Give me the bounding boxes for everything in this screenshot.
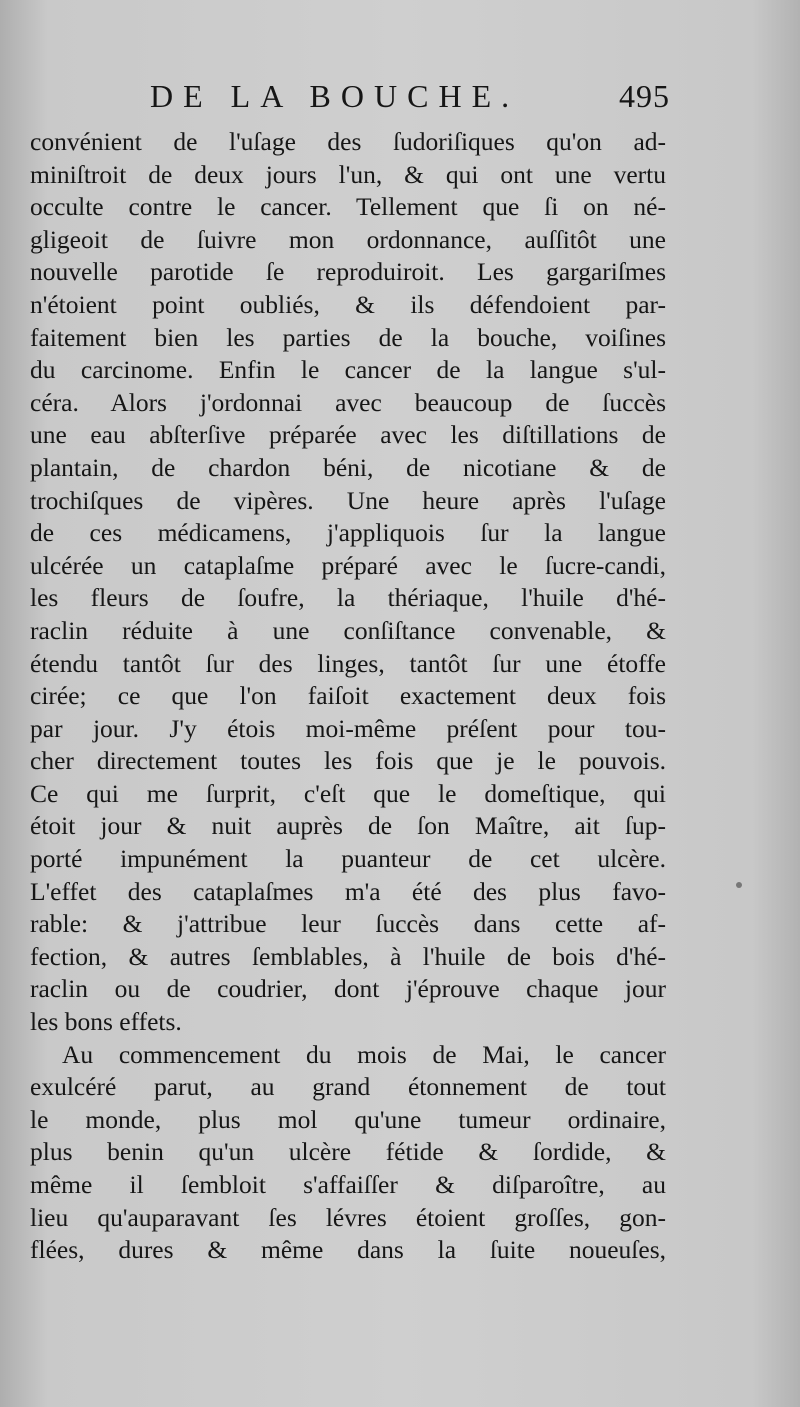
text-line: cirée; ce que l'on faiſoit exactement deux fois (30, 681, 666, 711)
text-line: le monde, plus mol qu'une tumeur ordinaire, (30, 1104, 666, 1134)
text-line: Ce qui me ſurprit, c'eſt que le domeſtique, qui (30, 778, 666, 808)
paragraph-2 (30, 1039, 666, 1267)
text-line: L'effet des cataplaſmes m'a été des plus favo- (30, 876, 666, 906)
text-line: occulte contre le cancer. Tellement que ſi on né- (30, 192, 666, 222)
page-header (150, 78, 670, 126)
text-line: n'étoient point oubliés, & ils défendoient par- (30, 289, 666, 319)
text-line: rable: & j'attribue leur ſuccès dans cette af- (30, 909, 666, 939)
text-line: céra. Alors j'ordonnai avec beaucoup de ſuccès (30, 387, 666, 417)
text-line: plus benin qu'un ulcère fétide & ſordide, & (30, 1137, 666, 1167)
text-line: les fleurs de ſoufre, la thériaque, l'huile d'hé- (30, 583, 666, 613)
text-line: raclin réduite à une conſiſtance convenable, & (30, 615, 666, 645)
text-line: raclin ou de coudrier, dont j'éprouve chaque jour (30, 974, 666, 1004)
text-line: même il ſembloit s'affaiſſer & diſparoître, au (30, 1170, 666, 1199)
running-title: DE LA BOUCHE. (150, 78, 520, 114)
text-line: de ces médicamens, j'appliquois ſur la langue (30, 518, 666, 548)
text-line: ulcérée un cataplaſme préparé avec le ſucre-candi, (30, 550, 666, 580)
text-line: flées, dures & même dans la ſuite noueuſes, (30, 1235, 666, 1265)
text-line: étendu tantôt ſur des linges, tantôt ſur une étoffe (30, 648, 666, 678)
text-line: plantain, de chardon béni, de nicotiane & de (30, 452, 666, 482)
text-line: Au commencement du mois de Mai, le cancer (62, 1039, 666, 1069)
text-line: étoit jour & nuit auprès de ſon Maître, ait ſup- (30, 811, 666, 841)
text-line: fection, & autres ſemblables, à l'huile de bois d'hé- (30, 941, 666, 971)
text-line: trochiſques de vipères. Une heure après l'uſage (30, 485, 666, 515)
text-line: nouvelle parotide ſe reproduiroit. Les gargariſmes (30, 257, 666, 287)
text-line: les bons effets. (30, 1007, 182, 1037)
paragraph-1 (30, 126, 666, 1039)
text-line: lieu qu'auparavant ſes lévres étoient groſſes, gon- (30, 1202, 666, 1232)
page-number: 495 (619, 78, 670, 114)
text-line: miniſtroit de deux jours l'un, & qui ont une vertu (30, 159, 666, 189)
text-line: gligeoit de ſuivre mon ordonnance, auſſitôt une (30, 224, 666, 254)
text-line: cher directement toutes les fois que je le pouvois. (30, 746, 666, 776)
body-text (30, 126, 666, 1267)
text-line: convénient de l'uſage des ſudoriſiques qu'on ad- (30, 127, 666, 156)
text-line: exulcéré parut, au grand étonnement de tout (30, 1072, 666, 1102)
text-line: du carcinome. Enfin le cancer de la langue s'ul- (30, 355, 666, 385)
text-line: une eau abſterſive préparée avec les diſtillations de (30, 420, 666, 450)
text-line: par jour. J'y étois moi-même préſent pour tou- (30, 713, 666, 743)
text-line: porté impunément la puanteur de cet ulcère. (30, 844, 666, 874)
ink-spot (736, 882, 742, 888)
text-line: faitement bien les parties de la bouche, voiſines (30, 322, 666, 352)
